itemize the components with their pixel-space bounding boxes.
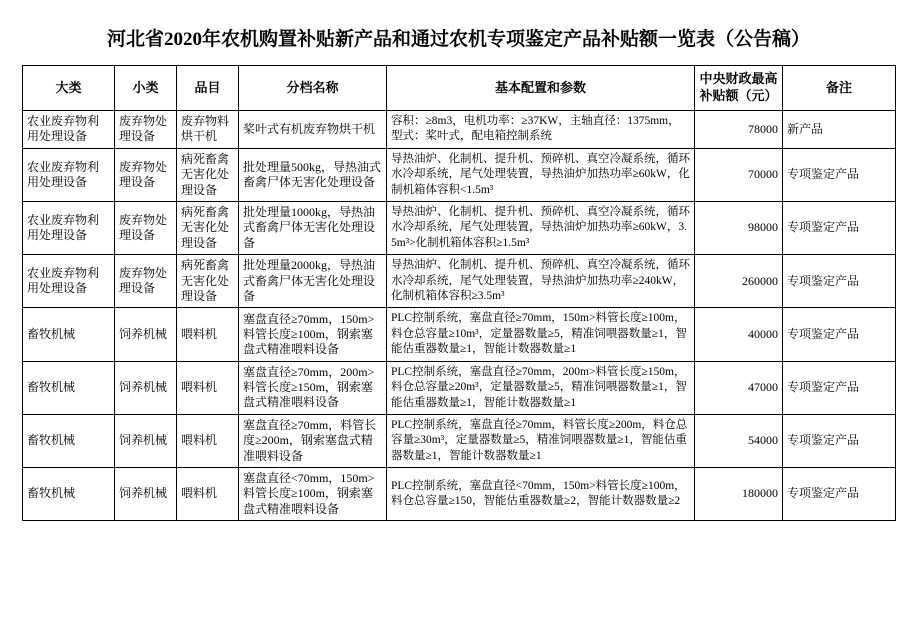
cell-amount: 260000 xyxy=(695,255,783,308)
table-row xyxy=(23,308,896,361)
cell-category: 畜牧机械 xyxy=(23,308,115,361)
cell-remark: 新产品 xyxy=(783,111,896,149)
cell-item: 喂料机 xyxy=(177,468,239,521)
table-row xyxy=(23,111,896,149)
cell-spec: 导热油炉、化制机、提升机、预碎机、真空冷凝系统，循环水冷却系统，尾气处理装置，导热油炉加热功率≥60kW，3.5m³>化制机箱体容积≥1.5m³ xyxy=(387,202,695,255)
table-row xyxy=(23,468,896,521)
cell-grade: 桨叶式有机废弃物烘干机 xyxy=(239,111,387,149)
cell-spec: 导热油炉、化制机、提升机、预碎机、真空冷凝系统，循环水冷却系统，尾气处理装置，导热油炉加热功率≥60kW，化制机箱体容积<1.5m³ xyxy=(387,148,695,201)
table-header-row xyxy=(23,66,896,111)
cell-grade: 批处理量1000kg，导热油式畜禽尸体无害化处理设备 xyxy=(239,202,387,255)
cell-subcategory: 废弃物处理设备 xyxy=(115,255,177,308)
cell-amount: 54000 xyxy=(695,414,783,467)
cell-category: 农业废弃物利用处理设备 xyxy=(23,111,115,149)
column-header-category: 大类 xyxy=(23,66,115,111)
column-header-amount: 中央财政最高补贴额（元） xyxy=(695,66,783,111)
table-row xyxy=(23,414,896,467)
cell-item: 喂料机 xyxy=(177,361,239,414)
column-header-item: 品目 xyxy=(177,66,239,111)
table-body xyxy=(23,111,896,521)
cell-spec: PLC控制系统，塞盘直径≥70mm，200m>料管长度≥150m，料仓总容量≥20m³，定量器数量≥5，精准饲喂器数量≥1，智能估重器数量≥1，智能计数器数量≥1 xyxy=(387,361,695,414)
column-header-remark: 备注 xyxy=(783,66,896,111)
table-row xyxy=(23,255,896,308)
cell-remark: 专项鉴定产品 xyxy=(783,361,896,414)
cell-amount: 180000 xyxy=(695,468,783,521)
column-header-subcategory: 小类 xyxy=(115,66,177,111)
cell-spec: 导热油炉、化制机、提升机、预碎机、真空冷凝系统，循环水冷却系统，尾气处理装置，导热油炉加热功率≥240kW，化制机箱体容积≥3.5m³ xyxy=(387,255,695,308)
cell-remark: 专项鉴定产品 xyxy=(783,468,896,521)
column-header-spec: 基本配置和参数 xyxy=(387,66,695,111)
table-container xyxy=(0,65,917,521)
cell-amount: 98000 xyxy=(695,202,783,255)
cell-category: 畜牧机械 xyxy=(23,468,115,521)
cell-subcategory: 饲养机械 xyxy=(115,414,177,467)
page-title: 河北省2020年农机购置补贴新产品和通过农机专项鉴定产品补贴额一览表（公告稿） xyxy=(106,29,810,50)
cell-remark: 专项鉴定产品 xyxy=(783,255,896,308)
cell-item: 病死畜禽无害化处理设备 xyxy=(177,202,239,255)
cell-item: 病死畜禽无害化处理设备 xyxy=(177,148,239,201)
cell-item: 病死畜禽无害化处理设备 xyxy=(177,255,239,308)
table-row xyxy=(23,202,896,255)
cell-category: 农业废弃物利用处理设备 xyxy=(23,202,115,255)
cell-subcategory: 饲养机械 xyxy=(115,468,177,521)
cell-remark: 专项鉴定产品 xyxy=(783,414,896,467)
cell-remark: 专项鉴定产品 xyxy=(783,308,896,361)
cell-subcategory: 饲养机械 xyxy=(115,361,177,414)
column-header-grade: 分档名称 xyxy=(239,66,387,111)
cell-category: 农业废弃物利用处理设备 xyxy=(23,255,115,308)
cell-item: 废弃物料烘干机 xyxy=(177,111,239,149)
cell-category: 畜牧机械 xyxy=(23,414,115,467)
cell-grade: 批处理量2000kg，导热油式畜禽尸体无害化处理设备 xyxy=(239,255,387,308)
cell-amount: 70000 xyxy=(695,148,783,201)
cell-subcategory: 废弃物处理设备 xyxy=(115,148,177,201)
cell-spec: PLC控制系统，塞盘直径≥70mm，料管长度≥200m，料仓总容量≥30m³，定量器数量≥5，精准饲喂器数量≥1，智能估重器数量≥1，智能计数器数量≥1 xyxy=(387,414,695,467)
cell-amount: 40000 xyxy=(695,308,783,361)
cell-remark: 专项鉴定产品 xyxy=(783,148,896,201)
cell-subcategory: 废弃物处理设备 xyxy=(115,111,177,149)
cell-spec: PLC控制系统，塞盘直径≥70mm，150m>料管长度≥100m，料仓总容量≥10m³，定量器数量≥5，精准饲喂器数量≥1，智能估重器数量≥1，智能计数器数量≥1 xyxy=(387,308,695,361)
cell-grade: 塞盘直径≥70mm，150m>料管长度≥100m，钢索塞盘式精准喂料设备 xyxy=(239,308,387,361)
cell-category: 农业废弃物利用处理设备 xyxy=(23,148,115,201)
cell-amount: 47000 xyxy=(695,361,783,414)
subsidy-table xyxy=(22,65,896,521)
cell-grade: 塞盘直径<70mm，150m>料管长度≥100m，钢索塞盘式精准喂料设备 xyxy=(239,468,387,521)
cell-item: 喂料机 xyxy=(177,414,239,467)
table-row xyxy=(23,361,896,414)
cell-subcategory: 废弃物处理设备 xyxy=(115,202,177,255)
cell-grade: 批处理量500kg，导热油式畜禽尸体无害化处理设备 xyxy=(239,148,387,201)
cell-amount: 78000 xyxy=(695,111,783,149)
cell-spec: PLC控制系统，塞盘直径<70mm，150m>料管长度≥100m，料仓总容量≥150，智能估重器数量≥2，智能计数器数量≥2 xyxy=(387,468,695,521)
table-header xyxy=(23,66,896,111)
table-row xyxy=(23,148,896,201)
cell-subcategory: 饲养机械 xyxy=(115,308,177,361)
cell-grade: 塞盘直径≥70mm，200m>料管长度≥150m，钢索塞盘式精准喂料设备 xyxy=(239,361,387,414)
cell-remark: 专项鉴定产品 xyxy=(783,202,896,255)
cell-item: 喂料机 xyxy=(177,308,239,361)
cell-spec: 容积：≥8m3，电机功率：≥37KW，主轴直径：1375mm，型式：桨叶式，配电箱控制系统 xyxy=(387,111,695,149)
cell-grade: 塞盘直径≥70mm，料管长度≥200m，钢索塞盘式精准喂料设备 xyxy=(239,414,387,467)
cell-category: 畜牧机械 xyxy=(23,361,115,414)
